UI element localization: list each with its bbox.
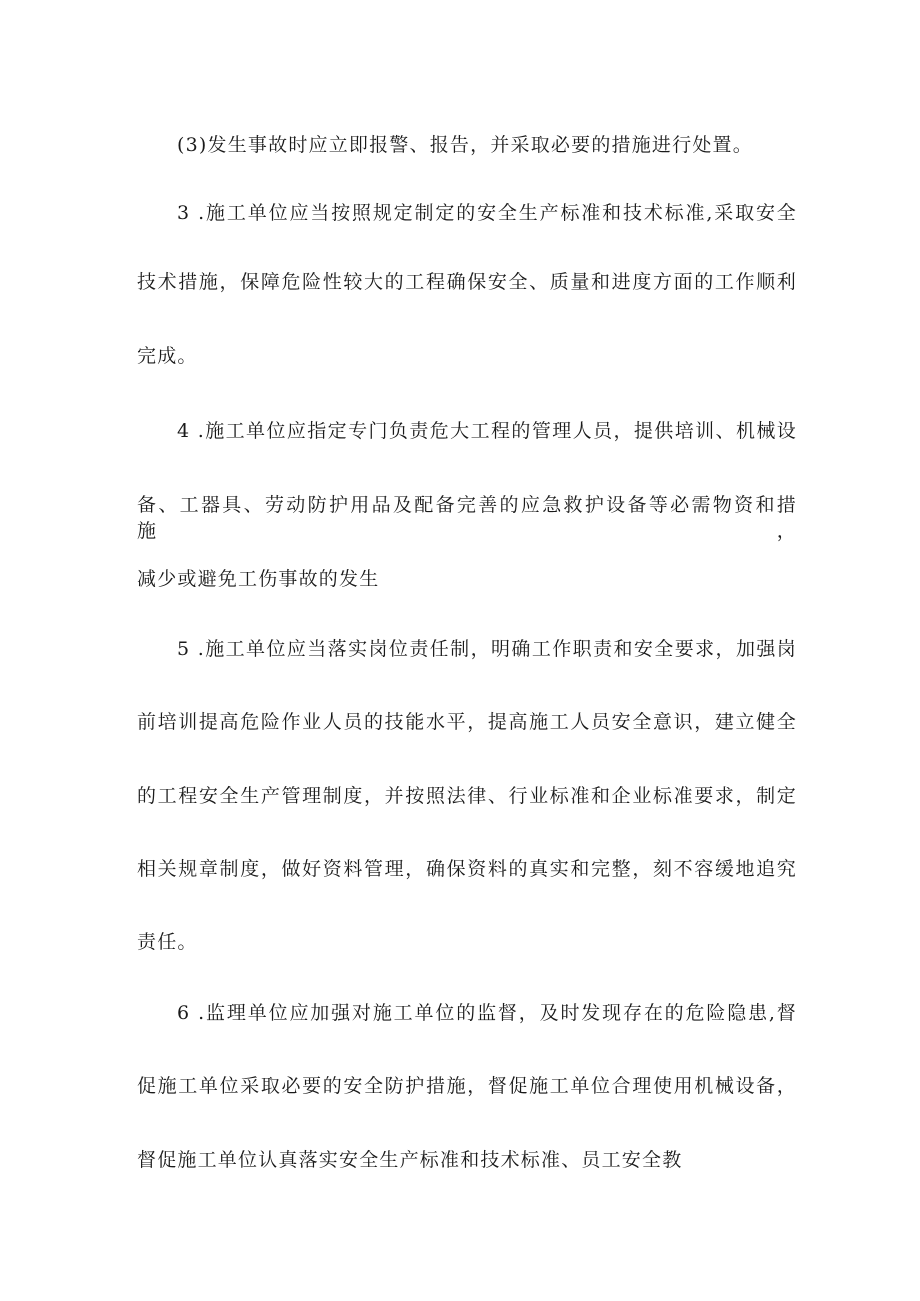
paragraph-line-5: 4 .施工单位应指定专门负责危大工程的管理人员，提供培训、机械设 bbox=[177, 420, 797, 442]
paragraph-line-9: 前培训提高危险作业人员的技能水平，提高施工人员安全意识，建立健全 bbox=[137, 711, 797, 733]
paragraph-line-14: 促施工单位采取必要的安全防护措施，督促施工单位合理使用机械设备， bbox=[137, 1075, 797, 1097]
paragraph-line-12: 责任。 bbox=[137, 931, 198, 953]
paragraph-line-13: 6 .监理单位应加强对施工单位的监督，及时发现存在的危险隐患,督 bbox=[177, 1002, 797, 1024]
paragraph-line-2: 3 .施工单位应当按照规定制定的安全生产标准和技术标准,采取安全 bbox=[177, 202, 797, 224]
paragraph-line-3: 技术措施，保障危险性较大的工程确保安全、质量和进度方面的工作顺利 bbox=[137, 271, 797, 293]
paragraph-line-6: 备、工器具、劳动防护用品及配备完善的应急救护设备等必需物资和措施， bbox=[137, 494, 797, 542]
paragraph-line-8: 5 .施工单位应当落实岗位责任制，明确工作职责和安全要求，加强岗 bbox=[177, 638, 797, 660]
paragraph-line-1: (3)发生事故时应立即报警、报告，并采取必要的措施进行处置。 bbox=[177, 134, 753, 156]
paragraph-line-7: 减少或避免工伤事故的发生 bbox=[137, 568, 380, 590]
paragraph-line-15: 督促施工单位认真落实安全生产标准和技术标准、员工安全教 bbox=[137, 1149, 683, 1171]
paragraph-line-4: 完成。 bbox=[137, 345, 198, 367]
paragraph-line-10: 的工程安全生产管理制度，并按照法律、行业标准和企业标准要求，制定 bbox=[137, 785, 797, 807]
paragraph-line-11: 相关规章制度，做好资料管理，确保资料的真实和完整，刻不容缓地追究 bbox=[137, 858, 797, 880]
